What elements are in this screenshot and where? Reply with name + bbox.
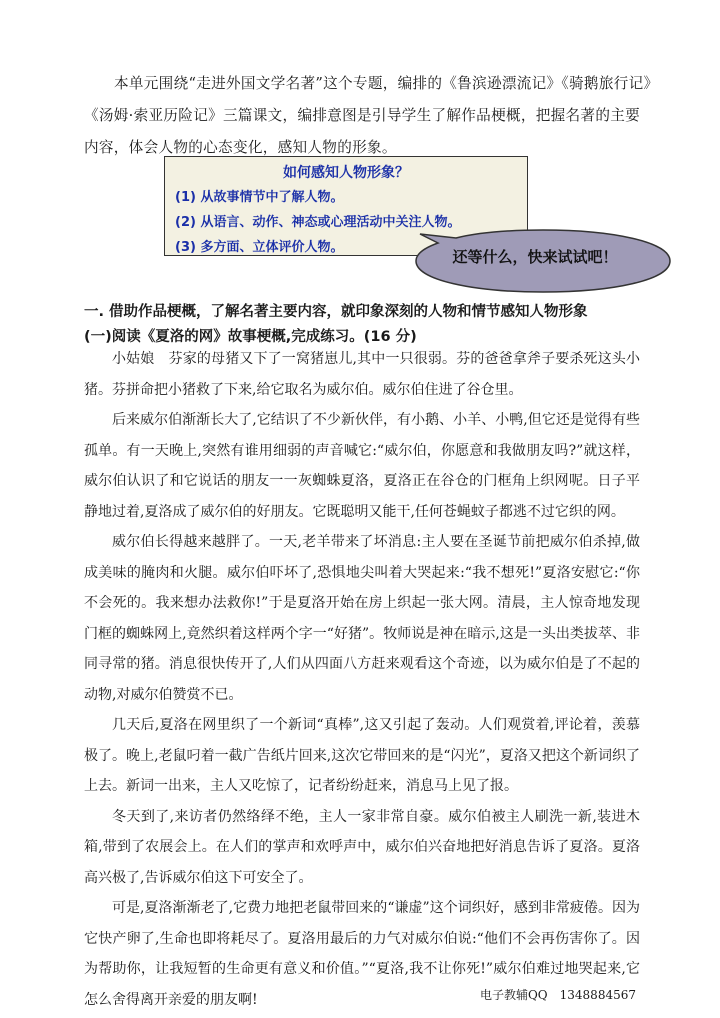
story-paragraph: 小姑娘 芬家的母猪又下了一窝猪崽儿,其中一只很弱。芬的爸爸拿斧子要杀死这头小猪。芬拼命把小猪救了下来,给它取名为威尔伯。威尔伯住进了谷仓里。 bbox=[84, 351, 640, 398]
tip-box-title: 如何感知人物形象？ bbox=[283, 165, 409, 181]
subsection-heading: (一)阅读《夏洛的网》故事梗概,完成练习。(16 分) bbox=[84, 329, 417, 345]
tip-item: (3) 多方面、立体评价人物。 bbox=[175, 240, 344, 255]
tip-item: (2) 从语言、动作、神态或心理活动中关注人物。 bbox=[175, 215, 461, 230]
story-text bbox=[84, 344, 640, 1015]
story-paragraph: 威尔伯长得越来越胖了。一天,老羊带来了坏消息:主人要在圣诞节前把威尔伯杀掉,做成美味的腌肉和火腿。威尔伯吓坏了,恐惧地尖叫着大哭起来:“我不想死!”夏洛安慰它:“你不会死的。我来想办法救你!”于是夏洛开始在房上织起一张大网。清晨，主人惊奇地发现门框的蜘蛛网上,竟然织着这样两个字一“好猪”。牧师说是神在暗示,这是一头出类拔萃、非同寻常的猪。消息很快传开了,人们从四面八方赶来观看这个奇迹，以为威尔伯是了不起的动物,对威尔伯赞赏不已。 bbox=[84, 534, 640, 703]
footer-contact: 电子教辅QQ 1348884567 bbox=[479, 988, 636, 1002]
tip-item: (1) 从故事情节中了解人物。 bbox=[175, 190, 344, 205]
intro-paragraph: 本单元围绕“走进外国文学名著”这个专题，编排的《鲁滨逊漂流记》《骑鹅旅行记》《汤姆·索亚历险记》三篇课文，编排意图是引导学生了解作品梗概，把握名著的主要内容，体会人物的心态变化，感知人物的形象。 bbox=[84, 75, 652, 156]
section-heading: 一. 借助作品梗概，了解名著主要内容，就印象深刻的人物和情节感知人物形象 bbox=[84, 304, 588, 320]
speech-bubble-text: 还等什么，快来试试吧！ bbox=[452, 248, 618, 266]
story-paragraph: 可是,夏洛渐渐老了,它费力地把老鼠带回来的“谦虚”这个词织好，感到非常疲倦。因为它快产卵了,生命也即将耗尽了。夏洛用最后的力气对威尔伯说:“他们不会再伤害你了。因为帮助你，让我短暂的生命更有意义和价值。”“夏洛,我不让你死!”威尔伯难过地哭起来,它怎么舍得离开亲爱的朋友啊! bbox=[84, 900, 640, 1008]
story-paragraph: 冬天到了,来访者仍然络绎不绝，主人一家非常自豪。威尔伯被主人刷洗一新,装进木箱,带到了农展会上。在人们的掌声和欢呼声中，威尔伯兴奋地把好消息告诉了夏洛。夏洛高兴极了,告诉威尔伯这下可安全了。 bbox=[84, 808, 640, 886]
story-paragraph: 几天后,夏洛在网里织了一个新词“真棒”,这又引起了轰动。人们观赏着,评论着，羡慕极了。晚上,老鼠叼着一截广告纸片回来,这次它带回来的是“闪光”，夏洛又把这个新词织了上去。新词一出来，主人又吃惊了，记者纷纷赶来，消息马上见了报。 bbox=[84, 717, 640, 794]
story-paragraph: 后来威尔伯渐渐长大了,它结识了不少新伙伴，有小鹅、小羊、小鸭,但它还是觉得有些孤单。有一天晚上,突然有谁用细弱的声音喊它:“威尔伯，你愿意和我做朋友吗?”就这样，威尔伯认识了和它说话的朋友一一灰蜘蛛夏洛，夏洛正在谷仓的门框角上织网呢。日子平静地过着,夏洛成了威尔伯的好朋友。它既聪明又能干,任何苍蝇蚊子都逃不过它织的网。 bbox=[84, 412, 640, 520]
